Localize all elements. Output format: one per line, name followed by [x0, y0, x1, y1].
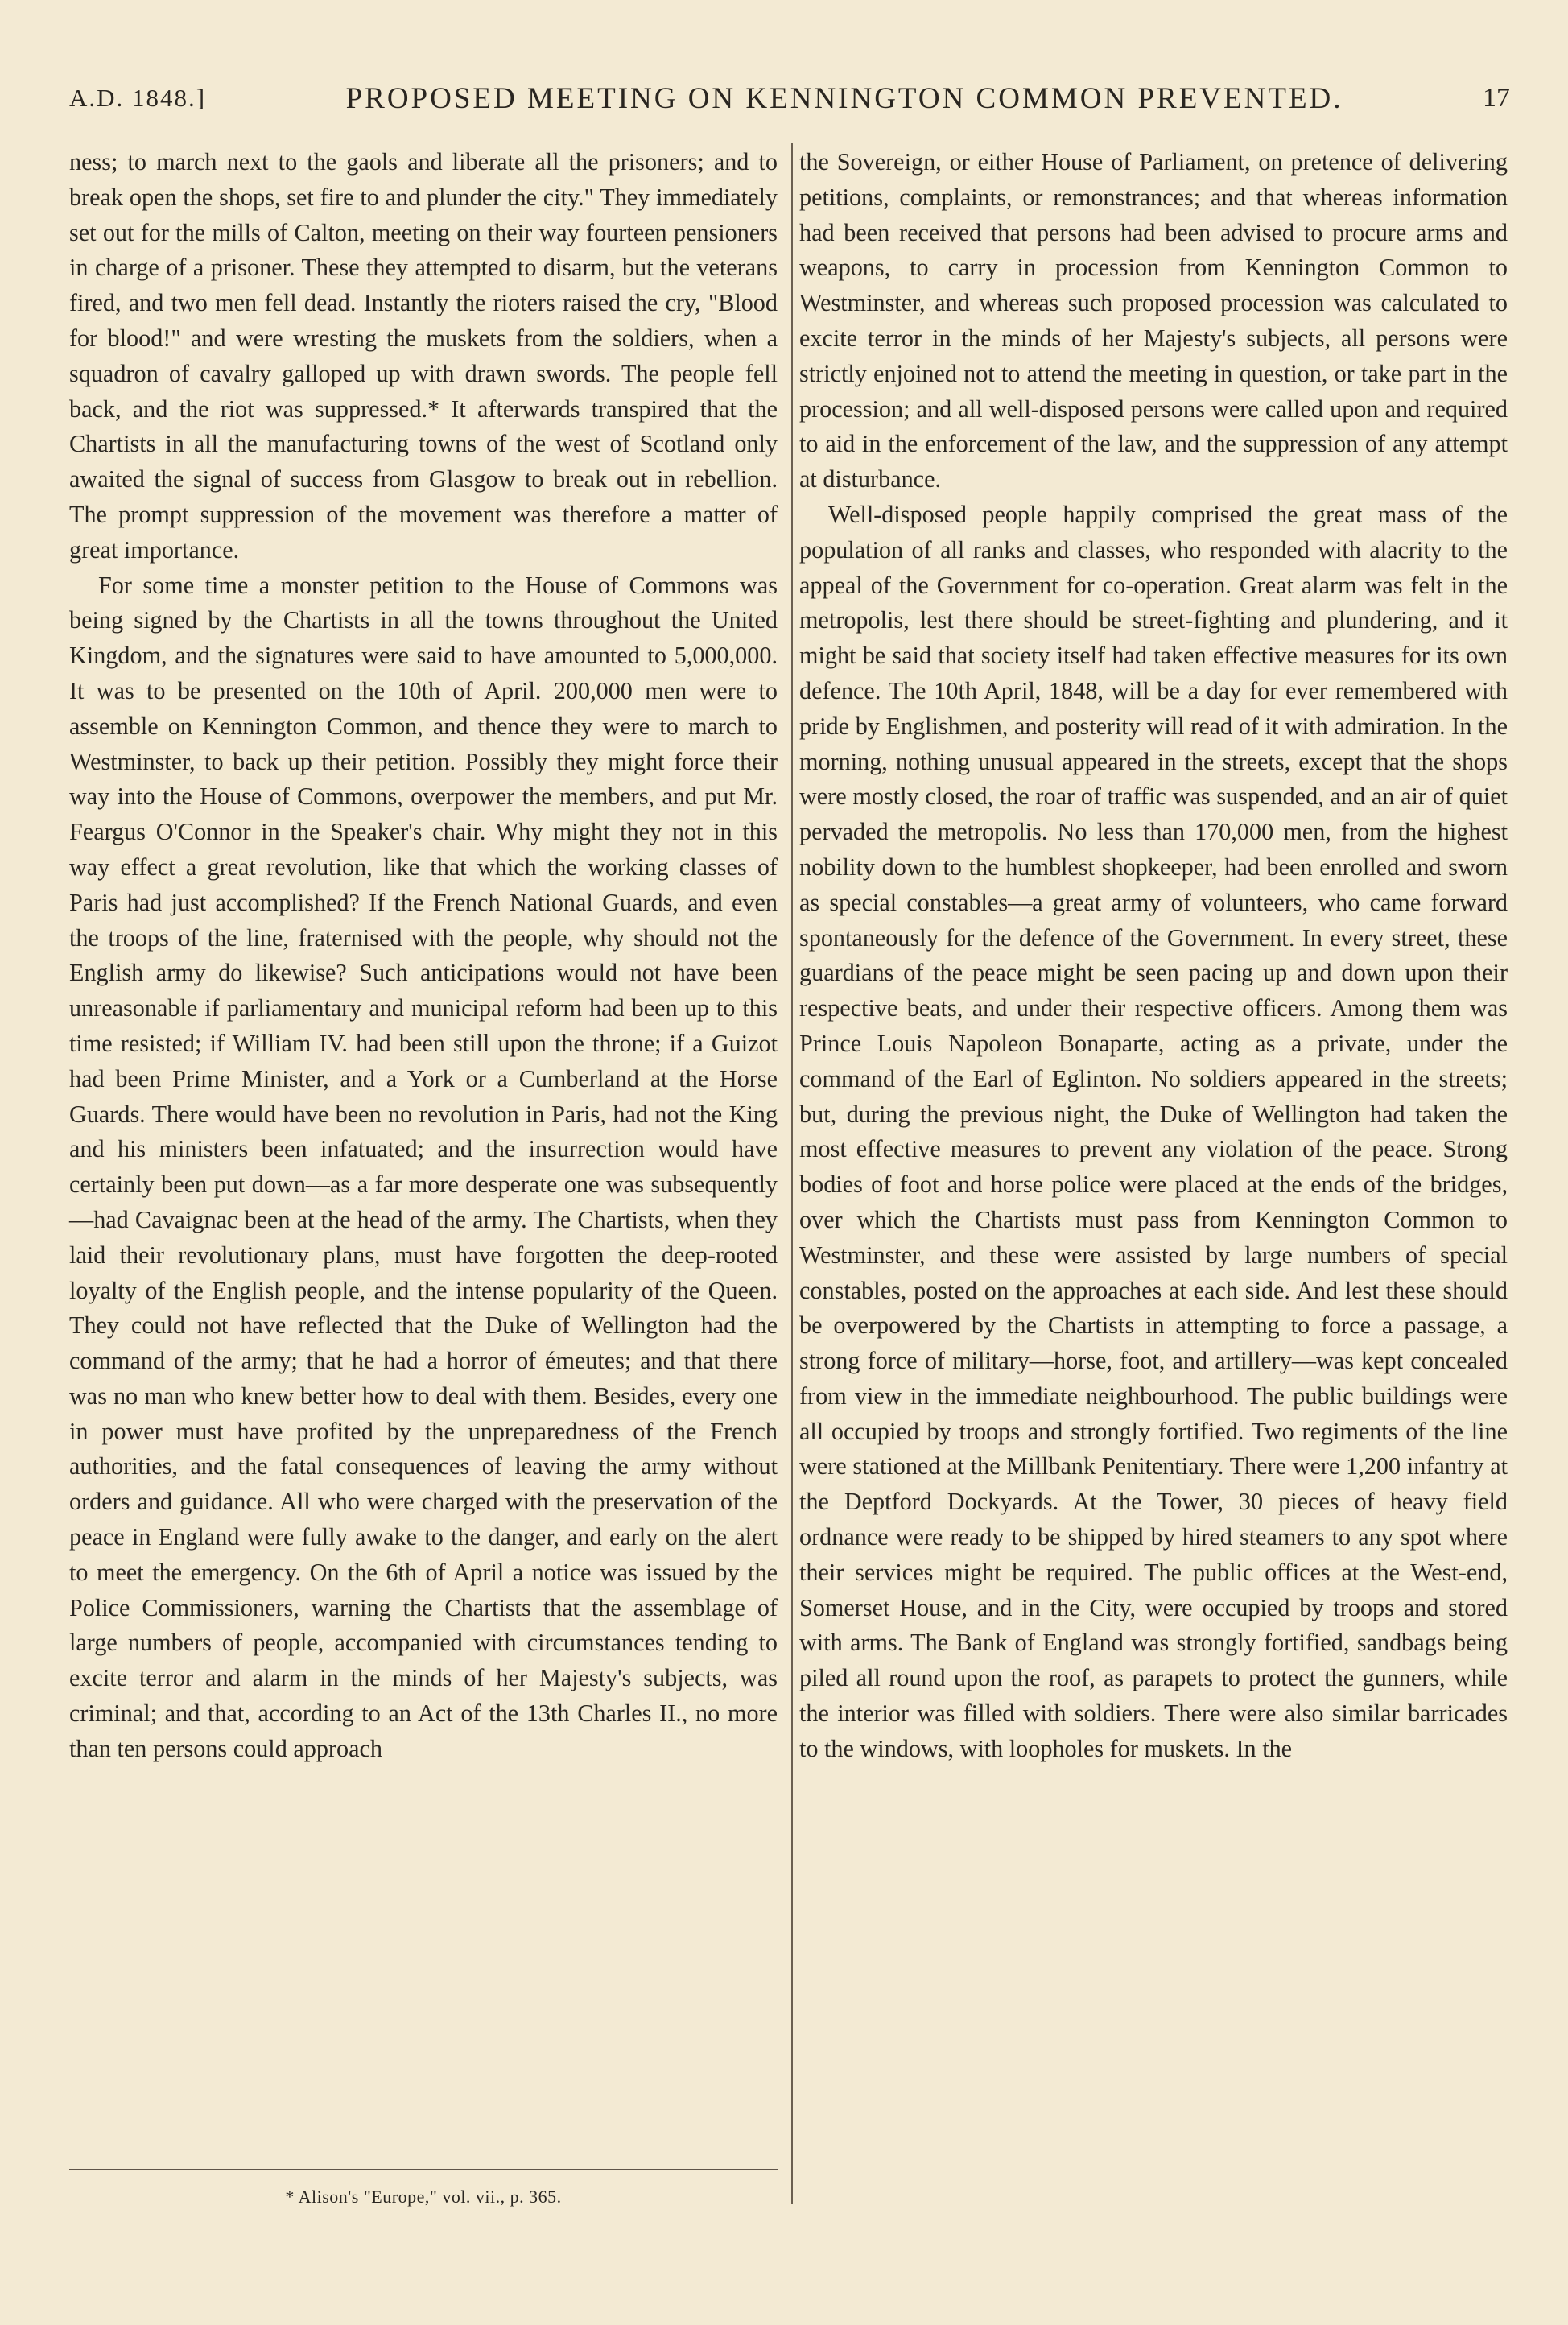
header-date: A.D. 1848.] — [69, 84, 207, 112]
right-column — [799, 145, 1508, 1767]
footnote-rule — [69, 2169, 778, 2170]
left-paragraph-2: For some time a monster petition to the House of Commons was being signed by the Chartists in all the towns throughout the United Kingdom, and the signatures were said to have amounted to 5,000,000. It was to be presented on the 10th of April. 200,000 men were to assemble on Kennington Common, and thence they were to march to Westminster, to back up their petition. Possibly they might force their way into the House of Commons, overpower the members, and put Mr. Feargus O'Connor in the Speaker's chair. Why might they not in this way effect a great revolution, like that which the working classes of Paris had just accomplished? If the French National Guards, and even the troops of the line, fraternised with the people, why should not the English army do likewise? Such anticipations would not have been unreasonable if parliamentary and municipal reform had been up to this time resisted; if William IV. had been still upon the throne; if a Guizot had been Prime Minister, and a York or a Cumberland at the Horse Guards. There would have been no revolution in Paris, had not the King and his ministers been infatuated; and the insurrection would have certainly been put down—as a far more desperate one was subsequently—had Cavaignac been at the head of the army. The Chartists, when they laid their revolutionary plans, must have forgotten the deep-rooted loyalty of the English people, and the intense popularity of the Queen. They could not have reflected that the Duke of Wellington had the command of the army; that he had a horror of émeutes; and that there was no man who knew better how to deal with them. Besides, every one in power must have profited by the unpreparedness of the French authorities, and the fatal consequences of leaving the army without orders and guidance. All who were charged with the preservation of the peace in England were fully awake to the danger, and early on the alert to meet the emergency. On the 6th of April a notice was issued by the Police Commissioners, warning the Chartists that the assemblage of large numbers of people, accompanied with circumstances tending to excite terror and alarm in the minds of her Majesty's subjects, was criminal; and that, according to an Act of the 13th Charles II., no more than ten persons could approach — [69, 571, 778, 1762]
header-title: PROPOSED MEETING ON KENNINGTON COMMON PREVENTED. — [345, 81, 1343, 115]
page-header — [69, 79, 1510, 118]
right-paragraph-1: the Sovereign, or either House of Parliament, on pretence of delivering petitions, complaints, or remonstrances; and that whereas information had been received that persons had been advised to procure arms and weapons, to carry in procession from Kennington Common to Westminster, and whereas such proposed procession was calculated to excite terror in the minds of her Majesty's subjects, all persons were strictly enjoined not to attend the meeting in question, or take part in the procession; and all well-disposed persons were called upon and required to aid in the enforcement of the law, and the suppression of any attempt at disturbance. — [799, 148, 1508, 493]
page-number: 17 — [1482, 83, 1510, 113]
column-divider — [791, 143, 793, 2204]
left-paragraph-1: ness; to march next to the gaols and liberate all the prisoners; and to break open the shops, set fire to and plunder the city." They immediately set out for the mills of Calton, meeting on their way fourteen pensioners in charge of a prisoner. These they attempted to disarm, but the veterans fired, and two men fell dead. Instantly the rioters raised the cry, "Blood for blood!" and were wresting the muskets from the soldiers, when a squadron of cavalry galloped up with drawn swords. The people fell back, and the riot was suppressed.* It afterwards transpired that the Chartists in all the manufacturing towns of the west of Scotland only awaited the signal of success from Glasgow to break out in rebellion. The prompt suppression of the movement was therefore a matter of great importance. — [69, 148, 778, 564]
right-paragraph-2: Well-disposed people happily comprised the great mass of the population of all ranks and classes, who responded with alacrity to the appeal of the Government for co-operation. Great alarm was felt in the metropolis, lest there should be street-fighting and plundering, and it might be said that society itself had taken effective measures for its own defence. The 10th April, 1848, will be a day for ever remembered with pride by Englishmen, and posterity will read of it with admiration. In the morning, nothing unusual appeared in the streets, except that the shops were mostly closed, the roar of traffic was suspended, and an air of quiet pervaded the metropolis. No less than 170,000 men, from the highest nobility down to the humblest shopkeeper, had been enrolled and sworn as special constables—a great army of volunteers, who came forward spontaneously for the defence of the Government. In every street, these guardians of the peace might be seen pacing up and down upon their respective beats, and under their respective officers. Among them was Prince Louis Napoleon Bonaparte, acting as a private, under the command of the Earl of Eglinton. No soldiers appeared in the streets; but, during the previous night, the Duke of Wellington had taken the most effective measures to prevent any violation of the peace. Strong bodies of foot and horse police were placed at the ends of the bridges, over which the Chartists must pass from Kennington Common to Westminster, and these were assisted by large numbers of special constables, posted on the approaches at each side. And lest these should be overpowered by the Chartists in attempting to force a passage, a strong force of military—horse, foot, and artillery—was kept concealed from view in the immediate neighbourhood. The public buildings were all occupied by troops and strongly fortified. Two regiments of the line were stationed at the Millbank Penitentiary. There were 1,200 infantry at the Deptford Dockyards. At the Tower, 30 pieces of heavy field ordnance were ready to be shipped by hired steamers to any spot where their services might be required. The public offices at the West-end, Somerset House, and in the City, were occupied by troops and stored with arms. The Bank of England was strongly fortified, sandbags being piled all round upon the roof, as parapets to protect the gunners, while the interior was filled with soldiers. There were also similar barricades to the windows, with loopholes for muskets. In the — [799, 500, 1508, 1762]
left-column — [69, 145, 778, 1767]
footnote: * Alison's "Europe," vol. vii., p. 365. — [285, 2187, 562, 2207]
